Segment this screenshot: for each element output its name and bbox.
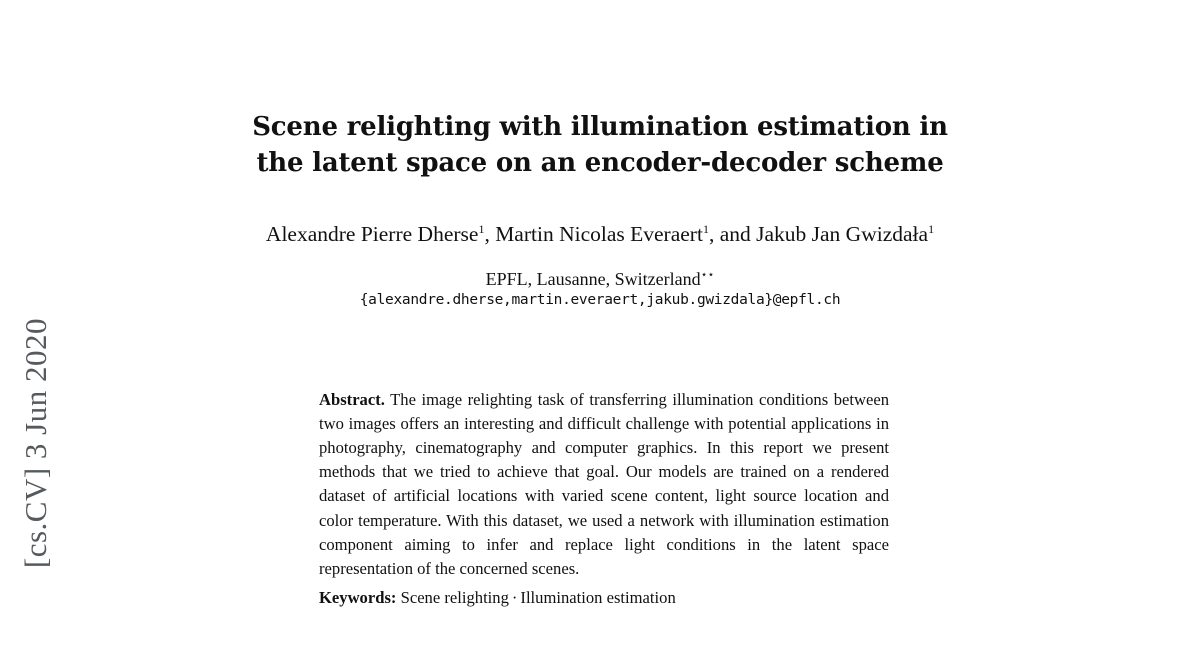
keyword-item-2: Illumination estimation xyxy=(520,588,676,607)
affiliation-text: EPFL, Lausanne, Switzerland xyxy=(485,269,701,289)
keyword-separator: · xyxy=(511,588,518,607)
abstract-paragraph xyxy=(319,388,889,582)
keywords-label: Keywords: xyxy=(319,588,397,607)
affiliation-footnote-mark: ⋆⋆ xyxy=(700,269,715,281)
keywords-section xyxy=(319,588,889,608)
arxiv-identifier-stamp: [cs.CV] 3 Jun 2020 xyxy=(18,318,53,569)
contact-email: {alexandre.dherse,martin.everaert,jakub.gwizdala}@epfl.ch xyxy=(359,292,841,308)
abstract-label: Abstract. xyxy=(319,389,385,409)
keyword-item-1: Scene relighting xyxy=(400,588,509,607)
abstract-body: The image relighting task of transferring illumination conditions between two images offers an interesting and difficult challenge with potential applications in photography, cinematography and computer graphics. In this report we present methods that we tried to achieve that goal. Our models are trained on a rendered dataset of artificial locations with varied scene content, light source location and color temperature. With this dataset, we used a network with illumination estimation component aiming to infer and replace light conditions in the latent space representation of the concerned scenes. xyxy=(319,389,889,579)
abstract-section xyxy=(319,371,889,598)
page-title: Scene relighting with illumination estimation in the latent space on an encoder-decoder scheme xyxy=(252,112,948,178)
affiliation xyxy=(200,268,1000,290)
author-name-1: Alexandre Pierre Dherse$^1$, Martin Nicolas Everaert$^1$, and Jakub Jan Gwizdała$^1$ xyxy=(265,222,935,247)
author-list xyxy=(200,222,1000,247)
